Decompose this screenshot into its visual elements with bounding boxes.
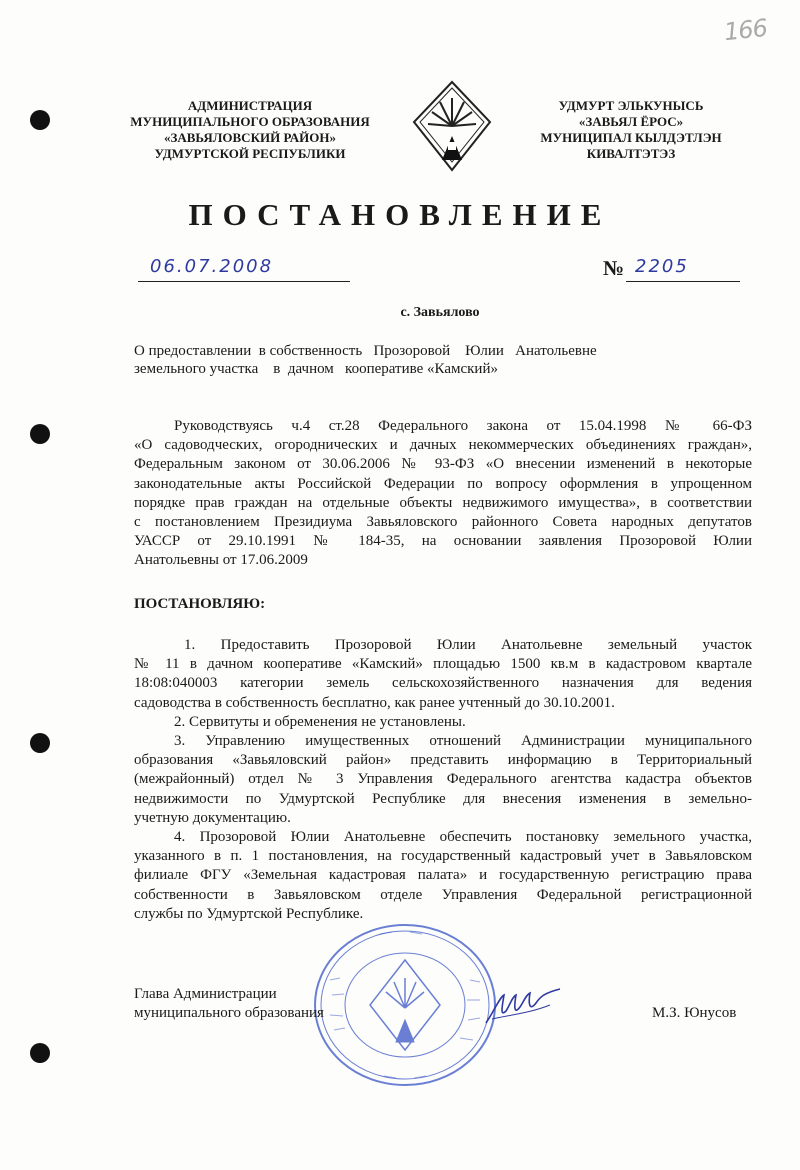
header-left-line: УДМУРТСКОЙ РЕСПУБЛИКИ bbox=[154, 146, 346, 161]
item-line: образования «Завьяловский район» представить информацию в Территориальный bbox=[134, 752, 752, 769]
preamble-line: «О садоводческих, огороднических и дачных некоммерческих объединениях граждан», bbox=[134, 437, 752, 454]
preamble-line: порядке прав граждан на отдельные объекты недвижимого имущества», в соответствии bbox=[134, 494, 752, 511]
item-1 bbox=[134, 636, 752, 713]
document-number: 2205 bbox=[635, 256, 689, 277]
document-subject bbox=[134, 342, 694, 378]
signatory-name: М.З. Юнусов bbox=[652, 1005, 737, 1021]
document-date: 06.07.2008 bbox=[150, 256, 274, 277]
number-underline bbox=[626, 281, 740, 282]
binder-hole bbox=[30, 424, 50, 444]
date-underline bbox=[138, 281, 350, 282]
item-2 bbox=[134, 713, 752, 732]
place-of-issue: с. Завьялово bbox=[400, 305, 480, 320]
decree-heading: ПОСТАНОВЛЯЮ: bbox=[134, 596, 266, 612]
header-left-line: «ЗАВЬЯЛОВСКИЙ РАЙОН» bbox=[164, 130, 336, 145]
preamble-line: Анатольевны от 17.06.2009 bbox=[134, 552, 308, 569]
binder-hole bbox=[30, 1043, 50, 1063]
header-left-line: АДМИНИСТРАЦИЯ bbox=[187, 98, 313, 113]
item-line: 1. Предоставить Прозоровой Юлии Анатольевне земельный участок bbox=[184, 637, 752, 653]
item-line: 2. Сервитуты и обременения не установлены. bbox=[174, 714, 466, 730]
number-label: № bbox=[603, 256, 625, 280]
preamble-line: законодательные акты Российской Федерации по вопросу оформления в упрощенном bbox=[134, 475, 752, 492]
binder-hole bbox=[30, 110, 50, 130]
item-line: учетную документацию. bbox=[134, 809, 291, 826]
item-line: филиале ФГУ «Земельная кадастровая палата» и государственную регистрацию права bbox=[134, 867, 752, 884]
header-right-line: КИВАЛТЭТЭЗ bbox=[586, 146, 676, 161]
district-emblem-icon bbox=[412, 80, 492, 172]
signatory-line: Глава Администрации bbox=[134, 986, 277, 1002]
item-line: 18:08:040003 категории земель сельскохозяйственного назначения для ведения bbox=[134, 675, 752, 692]
binder-hole bbox=[30, 733, 50, 753]
item-line: службы по Удмуртской Республике. bbox=[134, 905, 364, 922]
preamble-line: УАССР от 29.10.1991 № 184-35, на основании заявления Прозоровой Юлии bbox=[134, 533, 752, 550]
item-line: собственности в Завьяловском отделе Управления Федеральной регистрационной bbox=[134, 886, 752, 903]
signatory-position bbox=[134, 985, 324, 1023]
preamble-line: Руководствуясь ч.4 ст.28 Федерального закона от 15.04.1998 № 66-ФЗ bbox=[174, 418, 752, 434]
item-line: № 11 в дачном кооперативе «Камский» площадью 1500 кв.м в кадастровом квартале bbox=[134, 656, 752, 673]
header-left-line: МУНИЦИПАЛЬНОГО ОБРАЗОВАНИЯ bbox=[130, 114, 370, 129]
header-right-line: «ЗАВЬЯЛ ЁРОС» bbox=[578, 114, 684, 129]
header-right bbox=[500, 98, 762, 162]
page-number: 166 bbox=[722, 13, 769, 47]
preamble-paragraph bbox=[134, 417, 752, 571]
preamble-line: Федеральным законом от 30.06.2006 № 93-ФЗ «О внесении изменений в некоторые bbox=[134, 456, 752, 473]
item-line: 3. Управлению имущественных отношений Администрации муниципального bbox=[174, 733, 752, 749]
signatory-line: муниципального образования bbox=[134, 1005, 324, 1021]
subject-line: земельного участка в дачном кооперативе «Камский» bbox=[134, 361, 498, 377]
header-right-line: УДМУРТ ЭЛЬКУНЫСЬ bbox=[558, 98, 704, 113]
item-line: садоводства в собственность бесплатно, как ранее учтенный до 30.10.2001. bbox=[134, 694, 615, 711]
header-right-line: МУНИЦИПАЛ КЫЛДЭТЛЭН bbox=[540, 130, 722, 145]
item-line: указанного в п. 1 постановления, на государственный кадастровый учет в Завьяловском bbox=[134, 848, 752, 865]
document-title: ПОСТАНОВЛЕНИЕ bbox=[188, 197, 612, 232]
handwritten-signature bbox=[480, 975, 565, 1035]
item-3 bbox=[134, 732, 752, 828]
official-stamp-icon bbox=[310, 920, 500, 1090]
item-line: недвижимости по Удмуртской Республике для внесения изменения в земельно- bbox=[134, 790, 752, 807]
item-4 bbox=[134, 828, 752, 924]
subject-line: О предоставлении в собственность Прозоровой Юлии Анатольевне bbox=[134, 343, 597, 359]
item-line: (межрайонный) отдел № 3 Управления Федерального агентства кадастра объектов bbox=[134, 771, 752, 788]
item-line: 4. Прозоровой Юлии Анатольевне обеспечить постановку земельного участка, bbox=[174, 829, 752, 845]
header-left bbox=[110, 98, 390, 162]
preamble-line: с постановлением Президиума Завьяловского районного Совета народных депутатов bbox=[134, 514, 752, 531]
